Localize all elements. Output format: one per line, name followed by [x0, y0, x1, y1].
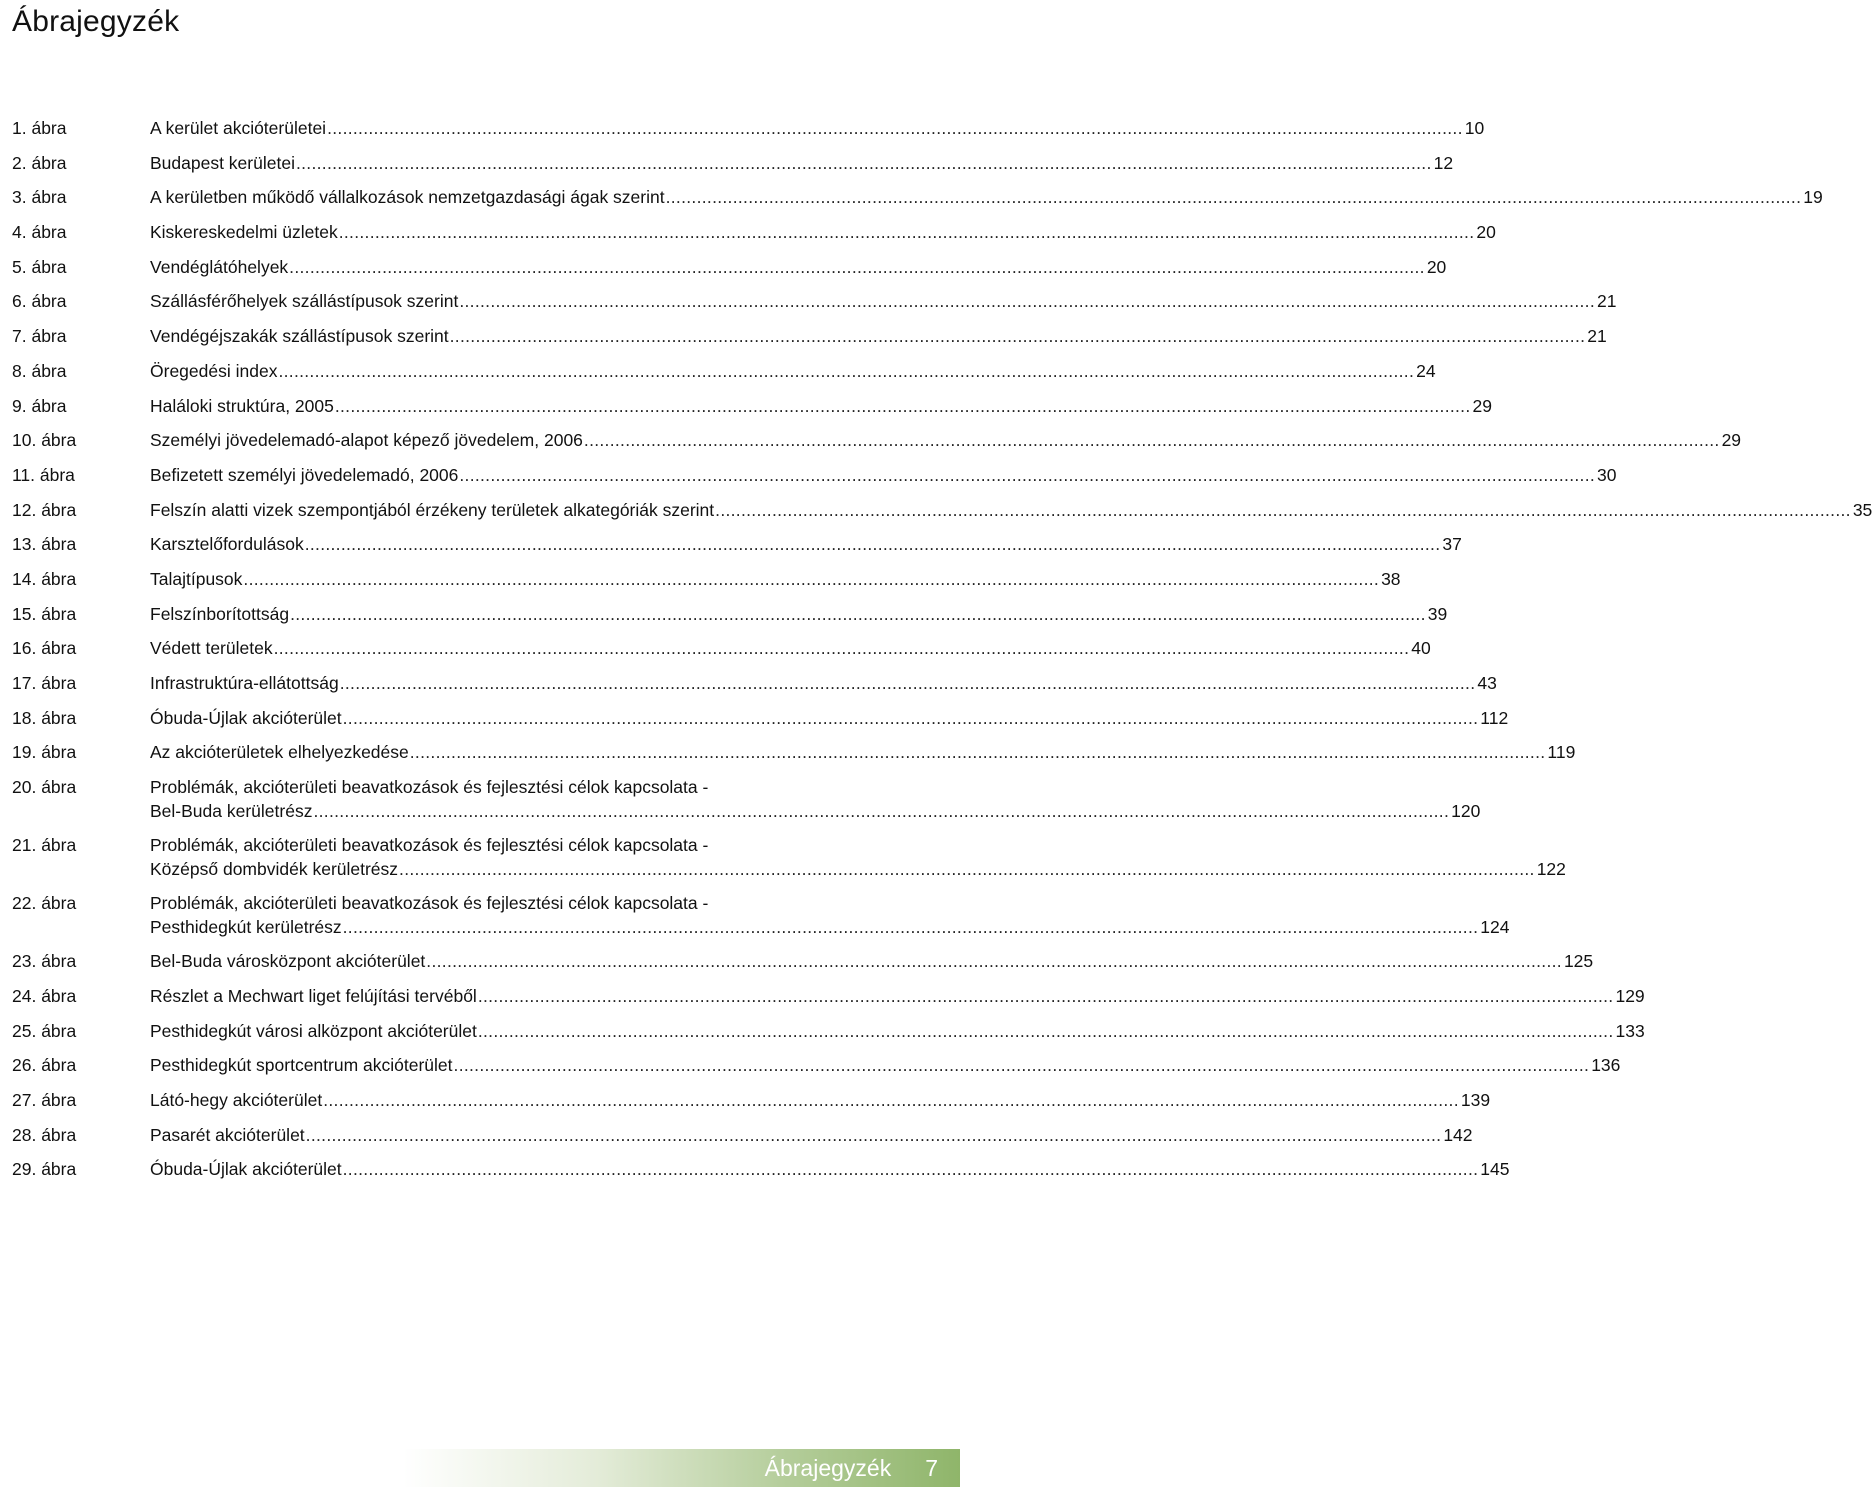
entry-body [150, 636, 1431, 660]
entry-title: Óbuda-Újlak akcióterület [150, 707, 342, 728]
entry-body [150, 1053, 1621, 1077]
entry-page-number: 39 [1427, 603, 1448, 624]
entry-label: 14. ábra [12, 568, 77, 589]
page-title: Ábrajegyzék [12, 5, 180, 38]
dot-leader: ............................................................................................................................................................................................................................ [323, 1090, 1459, 1111]
entry-body [150, 706, 1509, 730]
entry-body [150, 775, 1481, 823]
entry-page-number: 142 [1443, 1124, 1473, 1145]
entry-page-number: 21 [1597, 291, 1617, 312]
entry-body [150, 891, 1510, 939]
entry-body [150, 289, 1617, 313]
entry-title: Látó-hegy akcióterület [150, 1090, 323, 1111]
entry-page-number: 120 [1451, 801, 1481, 822]
toc-entry[interactable] [12, 428, 1742, 452]
entry-page-number: 21 [1587, 326, 1607, 347]
entry-title-row [150, 1053, 1621, 1077]
toc-entry[interactable] [12, 1019, 1645, 1043]
entry-page-number: 122 [1536, 859, 1566, 880]
toc-entry[interactable] [12, 949, 1594, 973]
entry-page-number: 129 [1615, 986, 1645, 1007]
entry-title: Talajtípusok [150, 568, 243, 589]
entry-label: 13. ábra [12, 534, 77, 555]
entry-title-row [150, 799, 1481, 823]
entry-page-number: 145 [1480, 1159, 1510, 1180]
entry-page-number: 20 [1426, 256, 1447, 277]
entry-page-number: 30 [1597, 464, 1617, 485]
entry-title: Bel-Buda kerületrész [150, 801, 313, 822]
figure-list [12, 116, 1872, 1192]
entry-page-number: 29 [1721, 430, 1742, 451]
entry-label: 23. ábra [12, 951, 77, 972]
entry-label: 11. ábra [12, 464, 75, 485]
entry-body [150, 1157, 1510, 1181]
entry-title-row [150, 185, 1823, 209]
toc-entry[interactable] [12, 324, 1607, 348]
footer-page-number: 7 [925, 1455, 938, 1481]
entry-title: Szállásférőhelyek szállástípusok szerint [150, 291, 459, 312]
toc-entry[interactable] [12, 984, 1645, 1008]
entry-title: Bel-Buda városközpont akcióterület [150, 951, 426, 972]
entry-title-row [150, 1123, 1473, 1147]
entry-title: Pesthidegkút városi alközpont akcióterület [150, 1020, 477, 1041]
entry-label: 12. ábra [12, 499, 77, 520]
toc-entry[interactable] [12, 1157, 1510, 1181]
entry-title-row [150, 1019, 1645, 1043]
dot-leader: ............................................................................................................................................................................................................................ [313, 801, 1450, 822]
dot-leader: ............................................................................................................................................................................................................................ [342, 917, 1479, 938]
entry-label: 27. ábra [12, 1090, 77, 1111]
entry-page-number: 136 [1591, 1055, 1621, 1076]
entry-title-row [150, 706, 1509, 730]
entry-label: 21. ábra [12, 835, 77, 856]
toc-entry[interactable] [12, 185, 1823, 209]
entry-title-row [150, 1088, 1491, 1112]
entry-body [150, 324, 1607, 348]
entry-title-row [150, 740, 1576, 764]
toc-entry[interactable] [12, 891, 1510, 939]
entry-label: 18. ábra [12, 707, 77, 728]
entry-body [150, 1088, 1491, 1112]
entry-title-row [150, 428, 1742, 452]
entry-title-line1: Problémák, akcióterületi beavatkozások és fejlesztési célok kapcsolata - [150, 893, 709, 914]
entry-label: 5. ábra [12, 256, 67, 277]
dot-leader: ............................................................................................................................................................................................................................ [278, 360, 1415, 381]
entry-label: 20. ábra [12, 777, 77, 798]
entry-title: Vendéglátóhelyek [150, 256, 289, 277]
entry-page-number: 40 [1411, 638, 1431, 659]
toc-entry[interactable] [12, 567, 1401, 591]
entry-body [150, 740, 1576, 764]
entry-label: 19. ábra [12, 742, 77, 763]
entry-title-line1: Problémák, akcióterületi beavatkozások és fejlesztési célok kapcsolata - [150, 835, 709, 856]
entry-label: 28. ábra [12, 1124, 77, 1145]
entry-body [150, 359, 1436, 383]
toc-entry[interactable] [12, 220, 1496, 244]
entry-title-row [150, 857, 1566, 881]
dot-leader: ............................................................................................................................................................................................................................ [459, 291, 1595, 312]
entry-title: Óbuda-Újlak akcióterület [150, 1159, 342, 1180]
entry-label: 7. ábra [12, 326, 67, 347]
entry-title-row [150, 671, 1497, 695]
entry-title-row [150, 1157, 1510, 1181]
dot-leader: ............................................................................................................................................................................................................................ [426, 951, 1562, 972]
entry-title: Pesthidegkút kerületrész [150, 917, 342, 938]
entry-title-row [150, 636, 1431, 660]
dot-leader: ............................................................................................................................................................................................................................ [477, 986, 1614, 1007]
entry-body [150, 1123, 1473, 1147]
entry-page-number: 20 [1476, 222, 1496, 243]
entry-title-row [150, 116, 1485, 140]
footer-title: Ábrajegyzék [764, 1455, 892, 1481]
entry-page-number: 38 [1381, 568, 1401, 589]
entry-label: 26. ábra [12, 1055, 77, 1076]
entry-title-row [150, 949, 1594, 973]
entry-page-number: 29 [1472, 395, 1492, 416]
entry-body [150, 671, 1497, 695]
entry-label: 24. ábra [12, 986, 77, 1007]
entry-label: 16. ábra [12, 638, 77, 659]
dot-leader: ............................................................................................................................................................................................................................ [449, 326, 1586, 347]
entry-body [150, 984, 1645, 1008]
dot-leader: ............................................................................................................................................................................................................................ [477, 1020, 1614, 1041]
dot-leader: ............................................................................................................................................................................................................................ [334, 395, 1471, 416]
dot-leader: ............................................................................................................................................................................................................................ [453, 1055, 1590, 1076]
entry-label: 6. ábra [12, 291, 67, 312]
entry-body [150, 255, 1447, 279]
toc-entry[interactable] [12, 1123, 1473, 1147]
entry-page-number: 139 [1460, 1090, 1491, 1111]
entry-page-number: 124 [1480, 917, 1510, 938]
entry-title: Haláloki struktúra, 2005 [150, 395, 334, 416]
entry-title: Személyi jövedelemadó-alapot képező jövedelem, 2006 [150, 430, 583, 451]
dot-leader: ............................................................................................................................................................................................................................ [338, 222, 1475, 243]
entry-title: Befizetett személyi jövedelemadó, 2006 [150, 464, 459, 485]
toc-entry[interactable] [12, 833, 1566, 881]
dot-leader: ............................................................................................................................................................................................................................ [289, 256, 1425, 277]
entry-page-number: 37 [1442, 534, 1462, 555]
entry-body [150, 1019, 1645, 1043]
dot-leader: ............................................................................................................................................................................................................................ [459, 464, 1596, 485]
footer-label [765, 1449, 938, 1487]
dot-leader: ............................................................................................................................................................................................................................ [409, 742, 1546, 763]
entry-body [150, 116, 1485, 140]
entry-body [150, 151, 1454, 175]
dot-leader: ............................................................................................................................................................................................................................ [399, 859, 1535, 880]
entry-page-number: 10 [1464, 118, 1485, 138]
entry-label: 2. ábra [12, 152, 67, 173]
entry-title-row [150, 324, 1607, 348]
toc-entry[interactable] [12, 636, 1431, 660]
entry-title: Öregedési index [150, 360, 278, 381]
entry-title: Felszín alatti vizek szempontjából érzékeny területek alkategóriák szerint [150, 499, 715, 520]
entry-label: 4. ábra [12, 222, 67, 243]
toc-entry[interactable] [12, 116, 1485, 140]
dot-leader: ............................................................................................................................................................................................................................ [327, 118, 1463, 138]
entry-title-row [150, 915, 1510, 939]
toc-entry[interactable] [12, 775, 1481, 823]
entry-title: Pesthidegkút sportcentrum akcióterület [150, 1055, 453, 1076]
entry-title: Karsztelőfordulások [150, 534, 304, 555]
dot-leader: ............................................................................................................................................................................................................................ [290, 603, 1426, 624]
entry-title-row [150, 567, 1401, 591]
entry-page-number: 125 [1563, 951, 1594, 972]
entry-label: 3. ábra [12, 187, 67, 208]
entry-title-row [150, 498, 1872, 522]
entry-label: 10. ábra [12, 430, 77, 451]
entry-label: 1. ábra [12, 118, 67, 138]
toc-entry[interactable] [12, 289, 1617, 313]
dot-leader: ............................................................................................................................................................................................................................ [295, 152, 1432, 173]
toc-entry[interactable] [12, 740, 1576, 764]
toc-entry[interactable] [12, 394, 1492, 418]
entry-body [150, 833, 1566, 881]
toc-entry[interactable] [12, 498, 1872, 522]
entry-title: Felszínborítottság [150, 603, 290, 624]
entry-title: Középső dombvidék kerületrész [150, 859, 399, 880]
entry-title: Kiskereskedelmi üzletek [150, 222, 338, 243]
entry-label: 29. ábra [12, 1159, 77, 1180]
toc-entry[interactable] [12, 602, 1448, 626]
entry-title: Az akcióterületek elhelyezkedése [150, 742, 409, 763]
toc-entry[interactable] [12, 255, 1447, 279]
entry-title: Vendégéjszakák szállástípusok szerint [150, 326, 449, 347]
dot-leader: ............................................................................................................................................................................................................................ [339, 673, 1476, 693]
entry-title-row [150, 151, 1454, 175]
entry-body [150, 567, 1401, 591]
entry-body [150, 532, 1462, 556]
entry-body [150, 428, 1742, 452]
dot-leader: ............................................................................................................................................................................................................................ [305, 1124, 1442, 1145]
entry-title-row [150, 532, 1462, 556]
entry-label: 8. ábra [12, 360, 67, 381]
entry-title-row [150, 463, 1617, 487]
entry-title: A kerületben működő vállalkozások nemzetgazdasági ágak szerint [150, 187, 665, 208]
entry-label: 9. ábra [12, 395, 67, 416]
dot-leader: ............................................................................................................................................................................................................................ [715, 499, 1851, 520]
entry-page-number: 112 [1480, 707, 1509, 728]
entry-title: Pasarét akcióterület [150, 1124, 305, 1145]
toc-entry[interactable] [12, 151, 1454, 175]
entry-title-row [150, 984, 1645, 1008]
entry-page-number: 24 [1416, 360, 1436, 381]
entry-body [150, 185, 1823, 209]
entry-page-number: 35 [1852, 499, 1872, 520]
entry-page-number: 43 [1477, 673, 1497, 693]
entry-body [150, 394, 1492, 418]
entry-label: 22. ábra [12, 893, 77, 914]
entry-body [150, 949, 1594, 973]
dot-leader: ............................................................................................................................................................................................................................ [273, 638, 1410, 659]
entry-title: Részlet a Mechwart liget felújítási tervéből [150, 986, 477, 1007]
dot-leader: ............................................................................................................................................................................................................................ [342, 1159, 1479, 1180]
entry-title: Budapest kerületei [150, 152, 295, 173]
entry-body [150, 463, 1617, 487]
entry-page-number: 19 [1803, 187, 1823, 208]
entry-label: 15. ábra [12, 603, 77, 624]
page-footer [0, 1449, 960, 1487]
entry-body [150, 602, 1448, 626]
entry-title: A kerület akcióterületei [150, 118, 327, 138]
dot-leader: ............................................................................................................................................................................................................................ [304, 534, 1441, 555]
toc-entry[interactable] [12, 532, 1462, 556]
entry-page-number: 133 [1615, 1020, 1645, 1041]
toc-entry[interactable] [12, 706, 1509, 730]
entry-label: 17. ábra [12, 673, 77, 693]
toc-entry[interactable] [12, 463, 1617, 487]
dot-leader: ............................................................................................................................................................................................................................ [243, 568, 1380, 589]
entry-title: Védett területek [150, 638, 273, 659]
entry-page-number: 12 [1433, 152, 1454, 173]
entry-label: 25. ábra [12, 1020, 77, 1041]
dot-leader: ............................................................................................................................................................................................................................ [583, 430, 1720, 451]
dot-leader: ............................................................................................................................................................................................................................ [342, 707, 1479, 728]
entry-body [150, 220, 1496, 244]
toc-entry[interactable] [12, 671, 1497, 695]
entry-title-row [150, 394, 1492, 418]
entry-title-row [150, 220, 1496, 244]
entry-title-row [150, 289, 1617, 313]
toc-entry[interactable] [12, 359, 1436, 383]
toc-entry[interactable] [12, 1088, 1491, 1112]
entry-title-row [150, 255, 1447, 279]
entry-title-row [150, 359, 1436, 383]
entry-title: Infrastruktúra-ellátottság [150, 673, 339, 693]
entry-title-line1: Problémák, akcióterületi beavatkozások és fejlesztési célok kapcsolata - [150, 777, 709, 798]
dot-leader: ............................................................................................................................................................................................................................ [665, 187, 1802, 208]
toc-entry[interactable] [12, 1053, 1621, 1077]
entry-body [150, 498, 1872, 522]
entry-page-number: 119 [1547, 742, 1576, 763]
entry-title-row [150, 602, 1448, 626]
